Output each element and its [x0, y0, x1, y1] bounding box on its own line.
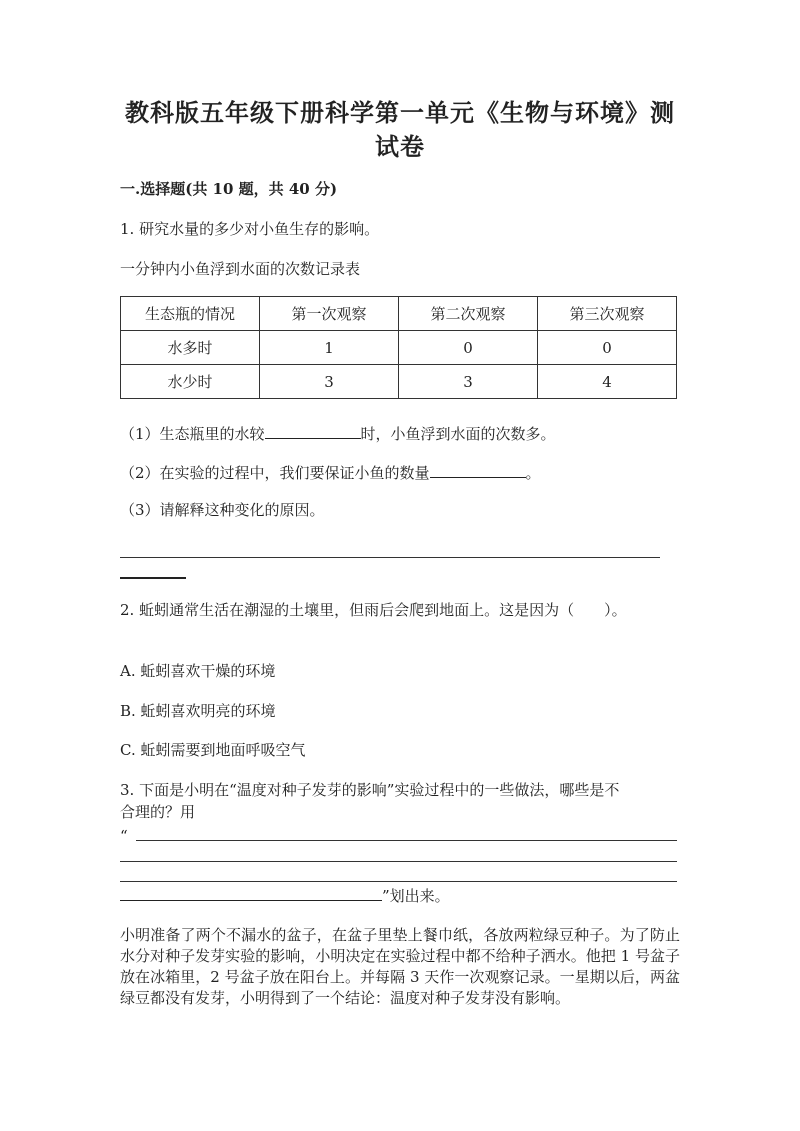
section-heading: 一.选择题(共 10 题，共 40 分): [120, 180, 338, 198]
q1-sub2-after: 。: [525, 464, 541, 482]
answer-line[interactable]: [120, 881, 677, 882]
table-cell: 3: [260, 365, 399, 399]
q3-open-quote: “: [120, 827, 128, 845]
table-header-cell: 第三次观察: [538, 297, 677, 331]
answer-line[interactable]: [120, 557, 660, 558]
q1-sub2: [120, 461, 541, 483]
table-row: [121, 331, 677, 365]
page-title: [100, 96, 700, 164]
answer-line-short[interactable]: [120, 577, 186, 579]
q1-sub1-before: （1）生态瓶里的水较: [120, 425, 265, 443]
table-cell: 4: [538, 365, 677, 399]
answer-line[interactable]: [120, 861, 677, 862]
table-header-cell: 第一次观察: [260, 297, 399, 331]
title-line-2: 试卷: [375, 132, 425, 161]
q2-option-b[interactable]: B. 蚯蚓喜欢明亮的环境: [120, 702, 276, 720]
q3-stem-line-2: 合理的？用: [120, 803, 196, 821]
table-header-cell: 第二次观察: [399, 297, 538, 331]
observation-table: [120, 296, 677, 399]
answer-blank[interactable]: [265, 422, 361, 439]
q1-sub1-after: 时，小鱼浮到水面的次数多。: [360, 425, 556, 443]
q3-stem-line-1: 3. 下面是小明在“温度对种子发芽的影响”实验过程中的一些做法，哪些是不: [120, 781, 620, 799]
q1-sub1: [120, 422, 556, 444]
table-cell: 1: [260, 331, 399, 365]
q2-option-a[interactable]: A. 蚯蚓喜欢干燥的环境: [120, 662, 276, 680]
answer-line[interactable]: [136, 840, 677, 841]
q3-paragraph: 小明准备了两个不漏水的盆子，在盆子里垫上餐巾纸，各放两粒绿豆种子。为了防止水分对种子发芽实验的影响，小明决定在实验过程中都不给种子洒水。他把 1 号盆子放在冰箱里，2 号盆子放在阳台上。并每隔 3 天作一次观察记录。一星期以后，两盆绿豆都没有发芽，小明得到了一个结论：温度对种子发芽没有影响。: [120, 926, 680, 1007]
table-cell: 0: [538, 331, 677, 365]
q1-sub3: （3）请解释这种变化的原因。: [120, 501, 325, 519]
q2-option-c[interactable]: C. 蚯蚓需要到地面呼吸空气: [120, 741, 306, 759]
title-line-1: 教科版五年级下册科学第一单元《生物与环境》测: [125, 98, 675, 127]
table-cell: 水多时: [121, 331, 260, 365]
table-cell: 3: [399, 365, 538, 399]
q1-sub2-before: （2）在实验的过程中，我们要保证小鱼的数量: [120, 464, 430, 482]
q1-table-caption: 一分钟内小鱼浮到水面的次数记录表: [120, 260, 361, 278]
q1-stem: 1. 研究水量的多少对小鱼生存的影响。: [120, 220, 380, 238]
table-cell: 水少时: [121, 365, 260, 399]
table-header-cell: 生态瓶的情况: [121, 297, 260, 331]
answer-blank[interactable]: [430, 461, 526, 478]
q2-stem: 2. 蚯蚓通常生活在潮湿的土壤里，但雨后会爬到地面上。这是因为（ ）。: [120, 601, 627, 619]
table-cell: 0: [399, 331, 538, 365]
answer-blank[interactable]: [120, 884, 382, 901]
table-row: [121, 365, 677, 399]
table-header-row: [121, 297, 677, 331]
q3-answer-line-end: [120, 884, 450, 906]
q3-close-quote: ”划出来。: [382, 887, 450, 905]
